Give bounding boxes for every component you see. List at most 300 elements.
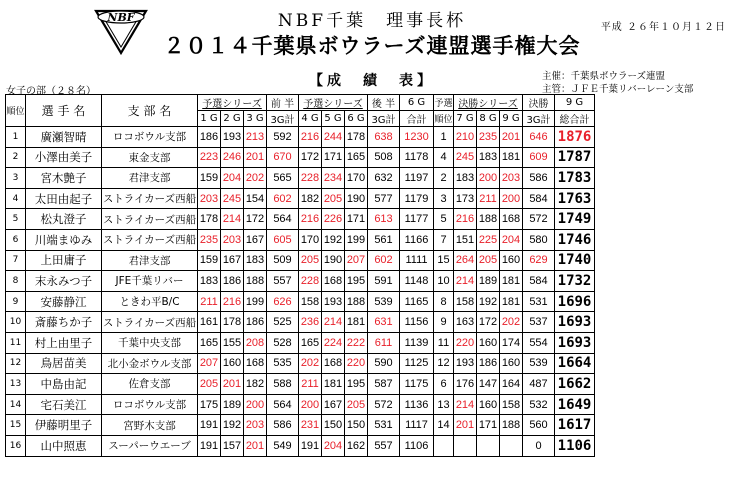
subtotal-a: 509 xyxy=(267,250,299,271)
nine-game-total: 1106 xyxy=(555,435,595,456)
col-9g: 9 G xyxy=(555,95,595,111)
game-9: 158 xyxy=(500,394,523,415)
col-prelim-b: 予選シリーズ xyxy=(299,95,368,111)
subtotal-a: 588 xyxy=(267,374,299,395)
six-game-total: 1136 xyxy=(400,394,434,415)
final-subtotal: 586 xyxy=(523,168,555,189)
table-row xyxy=(6,147,595,168)
game-5: 193 xyxy=(322,291,345,312)
player-name: 太田由起子 xyxy=(26,188,102,209)
six-game-total: 1125 xyxy=(400,353,434,374)
results-heading: 【成 績 表】 xyxy=(309,73,435,89)
col-g4: 4 G xyxy=(299,111,322,127)
game-2: 167 xyxy=(221,250,244,271)
nine-game-total: 1787 xyxy=(555,147,595,168)
col-g2: 2 G xyxy=(221,111,244,127)
game-3: 203 xyxy=(244,415,267,436)
subtotal-b: 611 xyxy=(368,332,400,353)
subtotal-b: 602 xyxy=(368,250,400,271)
rank-cell: 6 xyxy=(6,229,26,250)
game-2: 186 xyxy=(221,271,244,292)
rank-cell: 10 xyxy=(6,312,26,333)
subtotal-a: 557 xyxy=(267,271,299,292)
col-rank: 順位 xyxy=(6,95,26,127)
organizer: 主催：千葉県ボウラーズ連盟 xyxy=(542,71,666,82)
game-4: 182 xyxy=(299,188,322,209)
subtotal-b: 557 xyxy=(368,435,400,456)
game-2: 192 xyxy=(221,415,244,436)
game-2: 246 xyxy=(221,147,244,168)
game-7: 214 xyxy=(454,271,477,292)
game-6: 222 xyxy=(345,332,368,353)
game-1: 159 xyxy=(198,168,221,189)
game-5: 192 xyxy=(322,229,345,250)
final-subtotal: 532 xyxy=(523,394,555,415)
game-3: 202 xyxy=(244,168,267,189)
game-5: 171 xyxy=(322,147,345,168)
player-name: 斎藤ちか子 xyxy=(26,312,102,333)
branch-name: ストライカーズ西船 xyxy=(102,312,198,333)
player-name: 小澤由美子 xyxy=(26,147,102,168)
game-9: 200 xyxy=(500,188,523,209)
game-9: 201 xyxy=(500,127,523,148)
game-4: 216 xyxy=(299,209,322,230)
game-7: 183 xyxy=(454,168,477,189)
player-name: 松丸澄子 xyxy=(26,209,102,230)
game-4: 191 xyxy=(299,435,322,456)
rank-cell: 4 xyxy=(6,188,26,209)
subtotal-a: 528 xyxy=(267,332,299,353)
subtotal-a: 549 xyxy=(267,435,299,456)
player-name: 安藤静江 xyxy=(26,291,102,312)
six-game-total: 1111 xyxy=(400,250,434,271)
subtotal-b: 613 xyxy=(368,209,400,230)
six-game-total: 1197 xyxy=(400,168,434,189)
game-2: 214 xyxy=(221,209,244,230)
prelim-rank: 9 xyxy=(434,312,454,333)
game-4: 216 xyxy=(299,127,322,148)
branch-name: 君津支部 xyxy=(102,168,198,189)
final-subtotal: 0 xyxy=(523,435,555,456)
game-6: 165 xyxy=(345,147,368,168)
game-3: 183 xyxy=(244,250,267,271)
game-5: 168 xyxy=(322,271,345,292)
game-8: 183 xyxy=(477,147,500,168)
game-2: 178 xyxy=(221,312,244,333)
game-3: 208 xyxy=(244,332,267,353)
nine-game-total: 1740 xyxy=(555,250,595,271)
player-name: 中島由記 xyxy=(26,374,102,395)
col-9g-total: 総合計 xyxy=(555,111,595,127)
game-7: 214 xyxy=(454,394,477,415)
player-name: 廣瀬智晴 xyxy=(26,127,102,148)
prelim-rank: 14 xyxy=(434,415,454,436)
col-3g-c: 3G計 xyxy=(523,111,555,127)
table-row xyxy=(6,209,595,230)
game-7: 264 xyxy=(454,250,477,271)
final-subtotal: 584 xyxy=(523,271,555,292)
table-row xyxy=(6,188,595,209)
game-2: 201 xyxy=(221,374,244,395)
nine-game-total: 1617 xyxy=(555,415,595,436)
table-row xyxy=(6,250,595,271)
game-1: 207 xyxy=(198,353,221,374)
col-6g-total: 合計 xyxy=(400,111,434,127)
game-6: 162 xyxy=(345,435,368,456)
game-2: 216 xyxy=(221,291,244,312)
prelim-rank xyxy=(434,435,454,456)
game-4: 170 xyxy=(299,229,322,250)
player-name: 村上由里子 xyxy=(26,332,102,353)
game-7: 220 xyxy=(454,332,477,353)
game-1: 203 xyxy=(198,188,221,209)
player-name: 山中照恵 xyxy=(26,435,102,456)
six-game-total: 1230 xyxy=(400,127,434,148)
nine-game-total: 1664 xyxy=(555,353,595,374)
table-row xyxy=(6,394,595,415)
game-3: 200 xyxy=(244,394,267,415)
branch-name: スーパーウエーブ xyxy=(102,435,198,456)
rank-cell: 3 xyxy=(6,168,26,189)
player-name: 宅石美江 xyxy=(26,394,102,415)
col-6g: 6 G xyxy=(400,95,434,111)
game-7: 245 xyxy=(454,147,477,168)
table-row xyxy=(6,374,595,395)
col-g1: 1 G xyxy=(198,111,221,127)
tournament-subtitle: NBF千葉 理事長杯 xyxy=(277,11,467,31)
subtotal-b: 572 xyxy=(368,394,400,415)
game-6: 195 xyxy=(345,374,368,395)
subtotal-a: 535 xyxy=(267,353,299,374)
game-7: 158 xyxy=(454,291,477,312)
game-2: 160 xyxy=(221,353,244,374)
prelim-rank: 2 xyxy=(434,168,454,189)
subtotal-b: 591 xyxy=(368,271,400,292)
game-1: 235 xyxy=(198,229,221,250)
subtotal-a: 564 xyxy=(267,209,299,230)
branch-name: 君津支部 xyxy=(102,250,198,271)
col-g3: 3 G xyxy=(244,111,267,127)
game-6: 188 xyxy=(345,291,368,312)
game-8: 186 xyxy=(477,353,500,374)
subtotal-a: 626 xyxy=(267,291,299,312)
game-4: 172 xyxy=(299,147,322,168)
game-8: 147 xyxy=(477,374,500,395)
col-player: 選 手 名 xyxy=(26,95,102,127)
subtotal-b: 587 xyxy=(368,374,400,395)
nine-game-total: 1876 xyxy=(555,127,595,148)
rank-cell: 15 xyxy=(6,415,26,436)
game-8: 200 xyxy=(477,168,500,189)
game-2: 245 xyxy=(221,188,244,209)
rank-cell: 12 xyxy=(6,353,26,374)
game-3: 168 xyxy=(244,353,267,374)
prelim-rank: 6 xyxy=(434,374,454,395)
col-3g-a: 3G計 xyxy=(267,111,299,127)
six-game-total: 1178 xyxy=(400,147,434,168)
table-row xyxy=(6,271,595,292)
game-3: 182 xyxy=(244,374,267,395)
nine-game-total: 1696 xyxy=(555,291,595,312)
manager: 主管：ＪＦＥ千葉リバーレーン支部 xyxy=(542,84,694,95)
final-subtotal: 629 xyxy=(523,250,555,271)
prelim-rank: 12 xyxy=(434,353,454,374)
game-6: 170 xyxy=(345,168,368,189)
final-subtotal: 554 xyxy=(523,332,555,353)
nine-game-total: 1763 xyxy=(555,188,595,209)
game-8: 188 xyxy=(477,209,500,230)
col-g7: 7 G xyxy=(454,111,477,127)
subtotal-b: 638 xyxy=(368,127,400,148)
subtotal-b: 577 xyxy=(368,188,400,209)
game-4: 236 xyxy=(299,312,322,333)
col-g5: 5 G xyxy=(322,111,345,127)
six-game-total: 1165 xyxy=(400,291,434,312)
branch-name: ときわ平B/C xyxy=(102,291,198,312)
game-9: 203 xyxy=(500,168,523,189)
game-9: 174 xyxy=(500,332,523,353)
table-row xyxy=(6,353,595,374)
six-game-total: 1148 xyxy=(400,271,434,292)
game-1: 161 xyxy=(198,312,221,333)
game-6: 150 xyxy=(345,415,368,436)
nine-game-total: 1662 xyxy=(555,374,595,395)
game-5: 224 xyxy=(322,332,345,353)
table-row xyxy=(6,127,595,148)
game-3: 167 xyxy=(244,229,267,250)
game-9: 160 xyxy=(500,353,523,374)
branch-name: ストライカーズ西船 xyxy=(102,209,198,230)
table-row xyxy=(6,415,595,436)
player-name: 鳥居苗美 xyxy=(26,353,102,374)
game-5: 190 xyxy=(322,250,345,271)
game-8: 171 xyxy=(477,415,500,436)
prelim-rank: 11 xyxy=(434,332,454,353)
six-game-total: 1175 xyxy=(400,374,434,395)
game-4: 202 xyxy=(299,353,322,374)
game-3: 201 xyxy=(244,435,267,456)
subtotal-b: 561 xyxy=(368,229,400,250)
col-second-half: 後 半 xyxy=(368,95,400,111)
game-1: 191 xyxy=(198,435,221,456)
game-7: 163 xyxy=(454,312,477,333)
game-9: 202 xyxy=(500,312,523,333)
subtotal-a: 565 xyxy=(267,168,299,189)
game-6: 190 xyxy=(345,188,368,209)
game-8: 211 xyxy=(477,188,500,209)
six-game-total: 1156 xyxy=(400,312,434,333)
col-prelim-a: 予選シリーズ xyxy=(198,95,267,111)
game-4: 158 xyxy=(299,291,322,312)
game-8: 225 xyxy=(477,229,500,250)
game-4: 228 xyxy=(299,271,322,292)
final-subtotal: 584 xyxy=(523,188,555,209)
col-3g-b: 3G計 xyxy=(368,111,400,127)
rank-cell: 16 xyxy=(6,435,26,456)
prelim-rank: 8 xyxy=(434,291,454,312)
game-5: 168 xyxy=(322,353,345,374)
final-subtotal: 537 xyxy=(523,312,555,333)
prelim-rank: 4 xyxy=(434,147,454,168)
game-4: 228 xyxy=(299,168,322,189)
subtotal-a: 564 xyxy=(267,394,299,415)
col-g9: 9 G xyxy=(500,111,523,127)
game-9: 204 xyxy=(500,229,523,250)
final-subtotal: 560 xyxy=(523,415,555,436)
game-9: 181 xyxy=(500,271,523,292)
game-5: 214 xyxy=(322,312,345,333)
game-8 xyxy=(477,435,500,456)
game-2: 204 xyxy=(221,168,244,189)
event-date: 平成 ２６年１０月１２日 xyxy=(600,22,726,33)
game-1: 211 xyxy=(198,291,221,312)
final-subtotal: 580 xyxy=(523,229,555,250)
game-6: 220 xyxy=(345,353,368,374)
branch-name: 東金支部 xyxy=(102,147,198,168)
game-3: 188 xyxy=(244,271,267,292)
game-6: 195 xyxy=(345,271,368,292)
prelim-rank: 7 xyxy=(434,229,454,250)
col-g8: 8 G xyxy=(477,111,500,127)
game-3: 186 xyxy=(244,312,267,333)
six-game-total: 1177 xyxy=(400,209,434,230)
game-5: 205 xyxy=(322,188,345,209)
game-6: 207 xyxy=(345,250,368,271)
game-7: 151 xyxy=(454,229,477,250)
game-4: 231 xyxy=(299,415,322,436)
game-1: 178 xyxy=(198,209,221,230)
results-table xyxy=(5,94,595,457)
branch-name: 佐倉支部 xyxy=(102,374,198,395)
game-4: 211 xyxy=(299,374,322,395)
game-1: 223 xyxy=(198,147,221,168)
player-name: 川端まゆみ xyxy=(26,229,102,250)
branch-name: ロコボウル支部 xyxy=(102,127,198,148)
nine-game-total: 1746 xyxy=(555,229,595,250)
game-5: 167 xyxy=(322,394,345,415)
game-2: 157 xyxy=(221,435,244,456)
player-name: 上田庸子 xyxy=(26,250,102,271)
branch-name: 宮野木支部 xyxy=(102,415,198,436)
logo-text: NBF xyxy=(107,11,135,24)
col-branch: 支 部 名 xyxy=(102,95,198,127)
game-6: 205 xyxy=(345,394,368,415)
game-2: 193 xyxy=(221,127,244,148)
tournament-title: ２０１４千葉県ボウラーズ連盟選手権大会 xyxy=(163,33,581,58)
subtotal-b: 631 xyxy=(368,312,400,333)
game-1: 205 xyxy=(198,374,221,395)
game-8: 235 xyxy=(477,127,500,148)
table-row xyxy=(6,312,595,333)
game-7: 201 xyxy=(454,415,477,436)
player-name: 末永みつ子 xyxy=(26,271,102,292)
game-9: 181 xyxy=(500,147,523,168)
nine-game-total: 1783 xyxy=(555,168,595,189)
prelim-rank: 1 xyxy=(434,127,454,148)
final-subtotal: 539 xyxy=(523,353,555,374)
subtotal-b: 590 xyxy=(368,353,400,374)
game-7: 216 xyxy=(454,209,477,230)
subtotal-a: 670 xyxy=(267,147,299,168)
rank-cell: 11 xyxy=(6,332,26,353)
game-7 xyxy=(454,435,477,456)
table-row xyxy=(6,332,595,353)
subtotal-a: 586 xyxy=(267,415,299,436)
col-g6: 6 G xyxy=(345,111,368,127)
game-3: 201 xyxy=(244,147,267,168)
game-2: 203 xyxy=(221,229,244,250)
rank-cell: 2 xyxy=(6,147,26,168)
game-1: 159 xyxy=(198,250,221,271)
subtotal-b: 539 xyxy=(368,291,400,312)
table-row xyxy=(6,168,595,189)
game-9: 181 xyxy=(500,291,523,312)
subtotal-b: 508 xyxy=(368,147,400,168)
subtotal-a: 525 xyxy=(267,312,299,333)
subtotal-a: 592 xyxy=(267,127,299,148)
game-3: 199 xyxy=(244,291,267,312)
game-9: 164 xyxy=(500,374,523,395)
game-5: 226 xyxy=(322,209,345,230)
rank-cell: 5 xyxy=(6,209,26,230)
prelim-rank: 10 xyxy=(434,271,454,292)
game-3: 154 xyxy=(244,188,267,209)
game-1: 175 xyxy=(198,394,221,415)
game-4: 200 xyxy=(299,394,322,415)
table-row xyxy=(6,291,595,312)
game-7: 173 xyxy=(454,188,477,209)
subtotal-a: 605 xyxy=(267,229,299,250)
six-game-total: 1117 xyxy=(400,415,434,436)
game-3: 172 xyxy=(244,209,267,230)
nine-game-total: 1749 xyxy=(555,209,595,230)
final-subtotal: 487 xyxy=(523,374,555,395)
six-game-total: 1166 xyxy=(400,229,434,250)
branch-name: ストライカーズ西船 xyxy=(102,188,198,209)
game-6: 181 xyxy=(345,312,368,333)
nine-game-total: 1732 xyxy=(555,271,595,292)
nine-game-total: 1693 xyxy=(555,332,595,353)
game-8: 172 xyxy=(477,312,500,333)
col-prelim-position: 順位 xyxy=(434,111,454,127)
col-final-series: 決勝シリーズ xyxy=(454,95,523,111)
game-2: 155 xyxy=(221,332,244,353)
game-8: 160 xyxy=(477,332,500,353)
six-game-total: 1179 xyxy=(400,188,434,209)
game-7: 193 xyxy=(454,353,477,374)
game-5: 150 xyxy=(322,415,345,436)
game-5: 181 xyxy=(322,374,345,395)
final-subtotal: 531 xyxy=(523,291,555,312)
subtotal-b: 531 xyxy=(368,415,400,436)
game-6: 199 xyxy=(345,229,368,250)
division-label: 女子の部（２８名） xyxy=(6,86,96,97)
table-row xyxy=(6,229,595,250)
game-4: 165 xyxy=(299,332,322,353)
rank-cell: 14 xyxy=(6,394,26,415)
prelim-rank: 5 xyxy=(434,209,454,230)
branch-name: ストライカーズ西船 xyxy=(102,229,198,250)
game-8: 192 xyxy=(477,291,500,312)
game-9: 188 xyxy=(500,415,523,436)
rank-cell: 13 xyxy=(6,374,26,395)
game-1: 191 xyxy=(198,415,221,436)
game-1: 165 xyxy=(198,332,221,353)
game-8: 160 xyxy=(477,394,500,415)
player-name: 伊藤明里子 xyxy=(26,415,102,436)
game-9: 160 xyxy=(500,250,523,271)
game-1: 183 xyxy=(198,271,221,292)
